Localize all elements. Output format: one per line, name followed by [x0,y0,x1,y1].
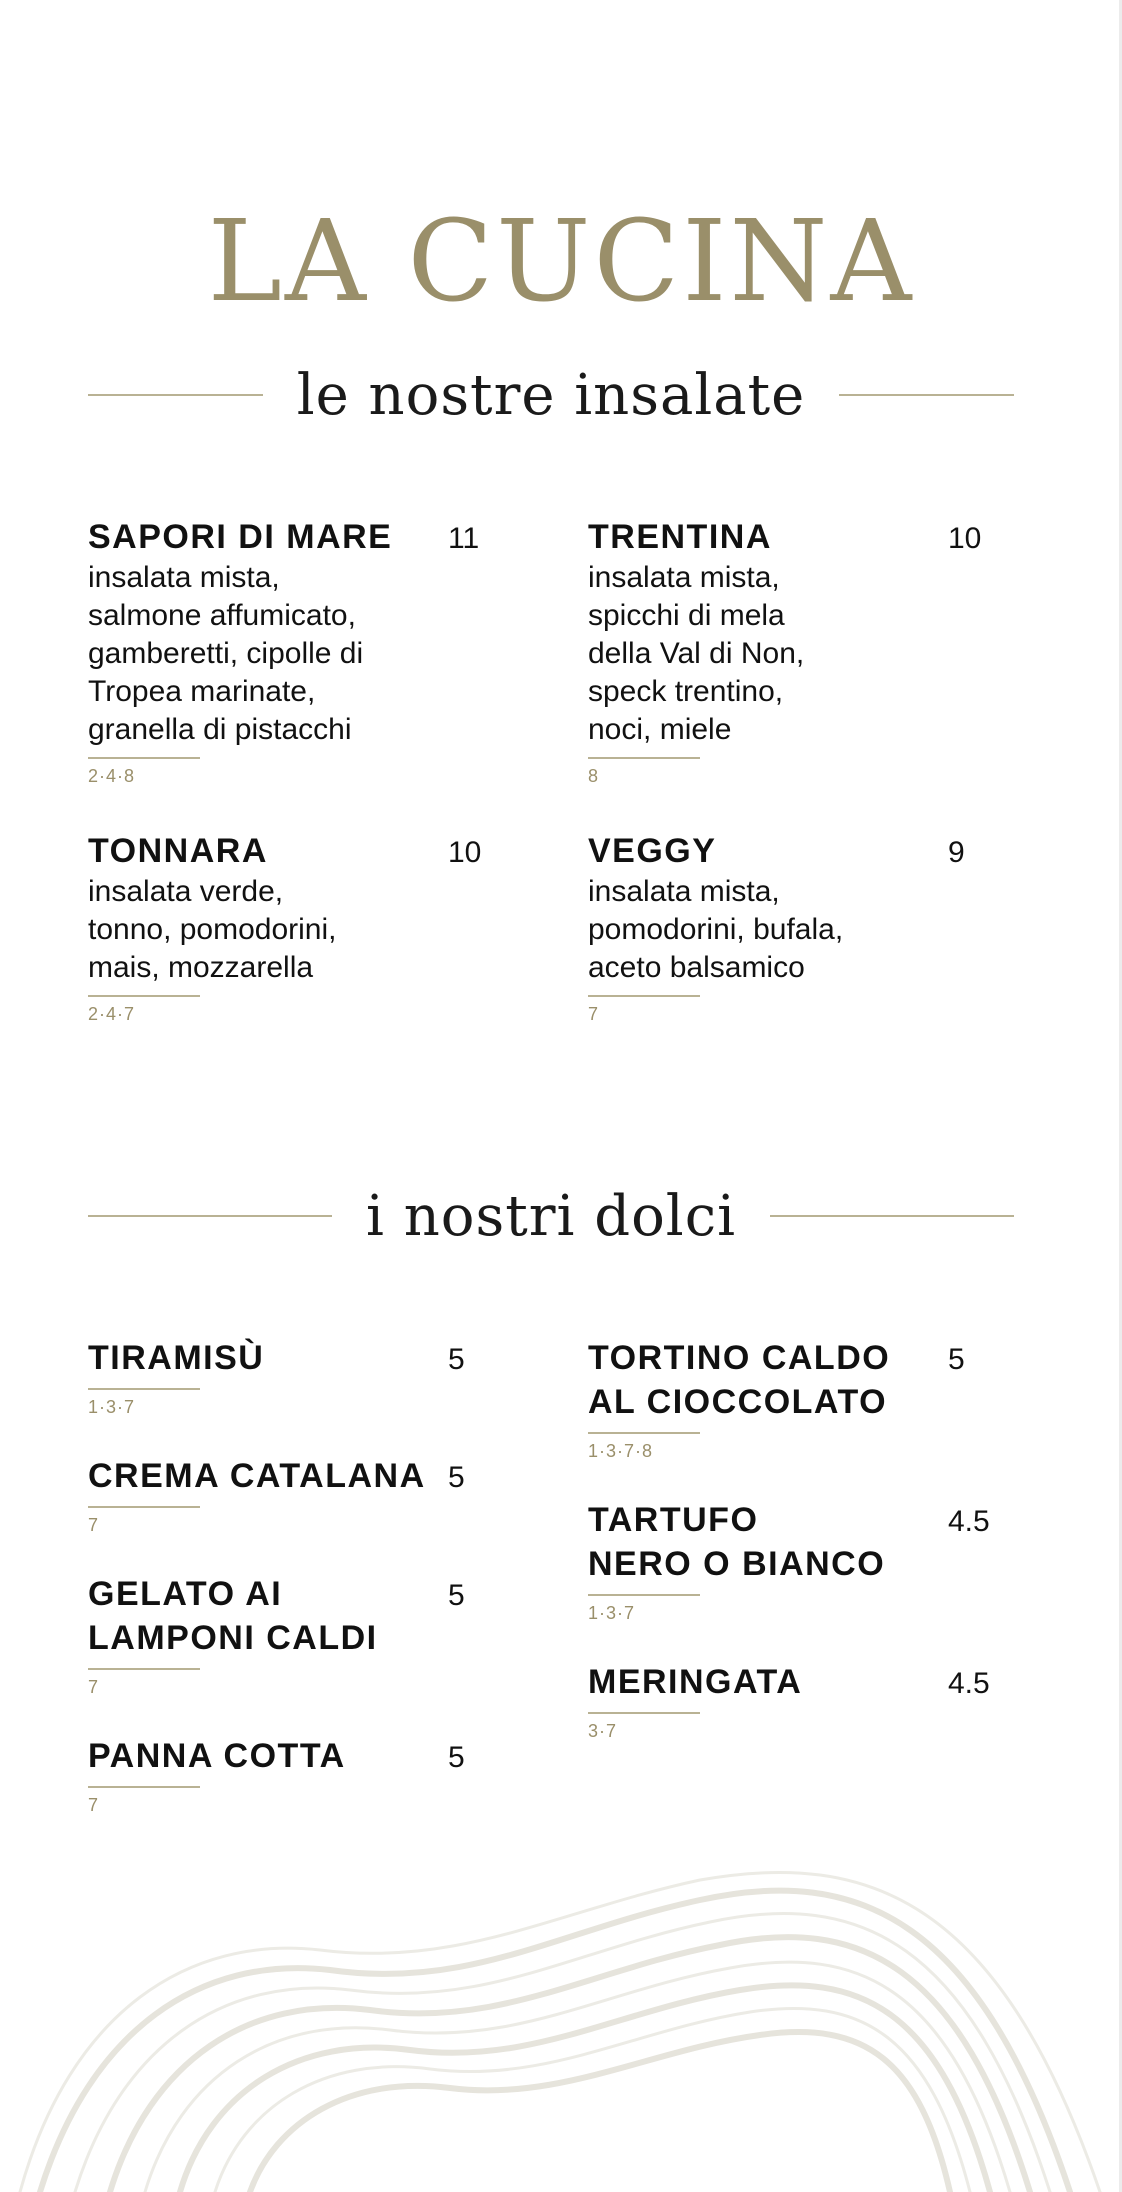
menu-item-allergens: 1·3·7·8 [588,1441,654,1461]
menu-item-header [88,1336,518,1380]
menu-item [588,1660,1018,1744]
menu-item-allergens: 7 [588,1004,600,1024]
menu-item [88,1734,518,1818]
menu-item [88,1454,518,1538]
menu-item-header [88,1572,518,1660]
menu-item-name: VEGGY [588,832,717,870]
menu-item-header [588,1660,1018,1704]
item-underline [588,1594,700,1596]
menu-item [88,1572,518,1700]
decorative-waves [0,1860,1122,2192]
item-underline [88,995,200,997]
item-underline [588,995,700,997]
item-underline [588,1432,700,1434]
menu-item-allergens: 7 [88,1515,100,1535]
menu-item-header [88,1734,518,1778]
dolci-right-column [588,1336,1018,1744]
item-underline [88,1388,200,1390]
menu-item-price: 5 [948,1343,965,1376]
menu-item-price: 4.5 [948,1505,990,1538]
menu-item-header [588,1498,1018,1586]
insalate-right-column [588,515,1018,1027]
menu-item-allergens: 8 [588,766,600,786]
menu-item-price: 9 [948,836,965,869]
menu-item-description: insalata mista, spicchi di mela della Val di Non, speck trentino, noci, miele [588,561,805,746]
menu-item-name: TRENTINA [588,518,772,556]
item-underline [88,1786,200,1788]
section-heading-insalate [88,355,1014,435]
menu-item-header [88,829,518,873]
section-heading-dolci [88,1176,1014,1256]
menu-item-name: GELATO AI LAMPONI CALDI [88,1575,378,1657]
menu-item-allergens: 3·7 [588,1721,618,1741]
insalate-left-column [88,515,518,1027]
menu-item-description: insalata mista, salmone affumicato, gamberetti, cipolle di Tropea marinate, granella di pistacchi [88,561,364,746]
menu-item [88,1336,518,1420]
item-underline [588,1712,700,1714]
menu-item-allergens: 1·3·7 [88,1397,136,1417]
item-underline [88,1668,200,1670]
menu-item [88,515,518,789]
page-title: LA CUCINA [207,197,915,327]
menu-item-header [588,1336,1018,1424]
menu-item [88,829,518,1027]
menu-item-price: 5 [448,1579,465,1612]
menu-item-name: TIRAMISÙ [88,1339,265,1377]
menu-item-allergens: 7 [88,1795,100,1815]
item-underline [88,757,200,759]
menu-item-name: CREMA CATALANA [88,1457,426,1495]
menu-item-name: SAPORI DI MARE [88,518,393,556]
divider-line [770,1215,1014,1217]
menu-item-price: 4.5 [948,1667,990,1700]
menu-item-allergens: 2·4·7 [88,1004,136,1024]
menu-item-description: insalata verde, tonno, pomodorini, mais, mozzarella [88,875,337,984]
menu-item-header [588,829,1018,873]
menu-item-price: 10 [948,522,982,555]
menu-item-header [88,515,518,559]
divider-line [88,1215,332,1217]
section-title: i nostri dolci [366,1183,736,1249]
menu-item [588,515,1018,789]
menu-item-price: 5 [448,1741,465,1774]
menu-item [588,829,1018,1027]
menu-item-price: 5 [448,1343,465,1376]
section-title: le nostre insalate [296,362,806,428]
divider-line [88,394,263,396]
menu-item-price: 10 [448,836,482,869]
menu-item-name: TONNARA [88,832,268,870]
menu-item-allergens: 2·4·8 [88,766,136,786]
dolci-left-column [88,1336,518,1818]
divider-line [839,394,1014,396]
menu-item-name: PANNA COTTA [88,1737,346,1775]
menu-item-name: TARTUFO NERO O BIANCO [588,1501,886,1583]
menu-item [588,1498,1018,1626]
menu-item-name: MERINGATA [588,1663,803,1701]
menu-item-header [88,1454,518,1498]
menu-item-allergens: 7 [88,1677,100,1697]
menu-item-description: insalata mista, pomodorini, bufala, aceto balsamico [588,875,844,984]
menu-item-allergens: 1·3·7 [588,1603,636,1623]
menu-item-header [588,515,1018,559]
item-underline [588,757,700,759]
menu-item-name: TORTINO CALDO AL CIOCCOLATO [588,1339,891,1421]
menu-item-price: 11 [448,522,480,555]
menu-item [588,1336,1018,1464]
menu-item-price: 5 [448,1461,465,1494]
item-underline [88,1506,200,1508]
